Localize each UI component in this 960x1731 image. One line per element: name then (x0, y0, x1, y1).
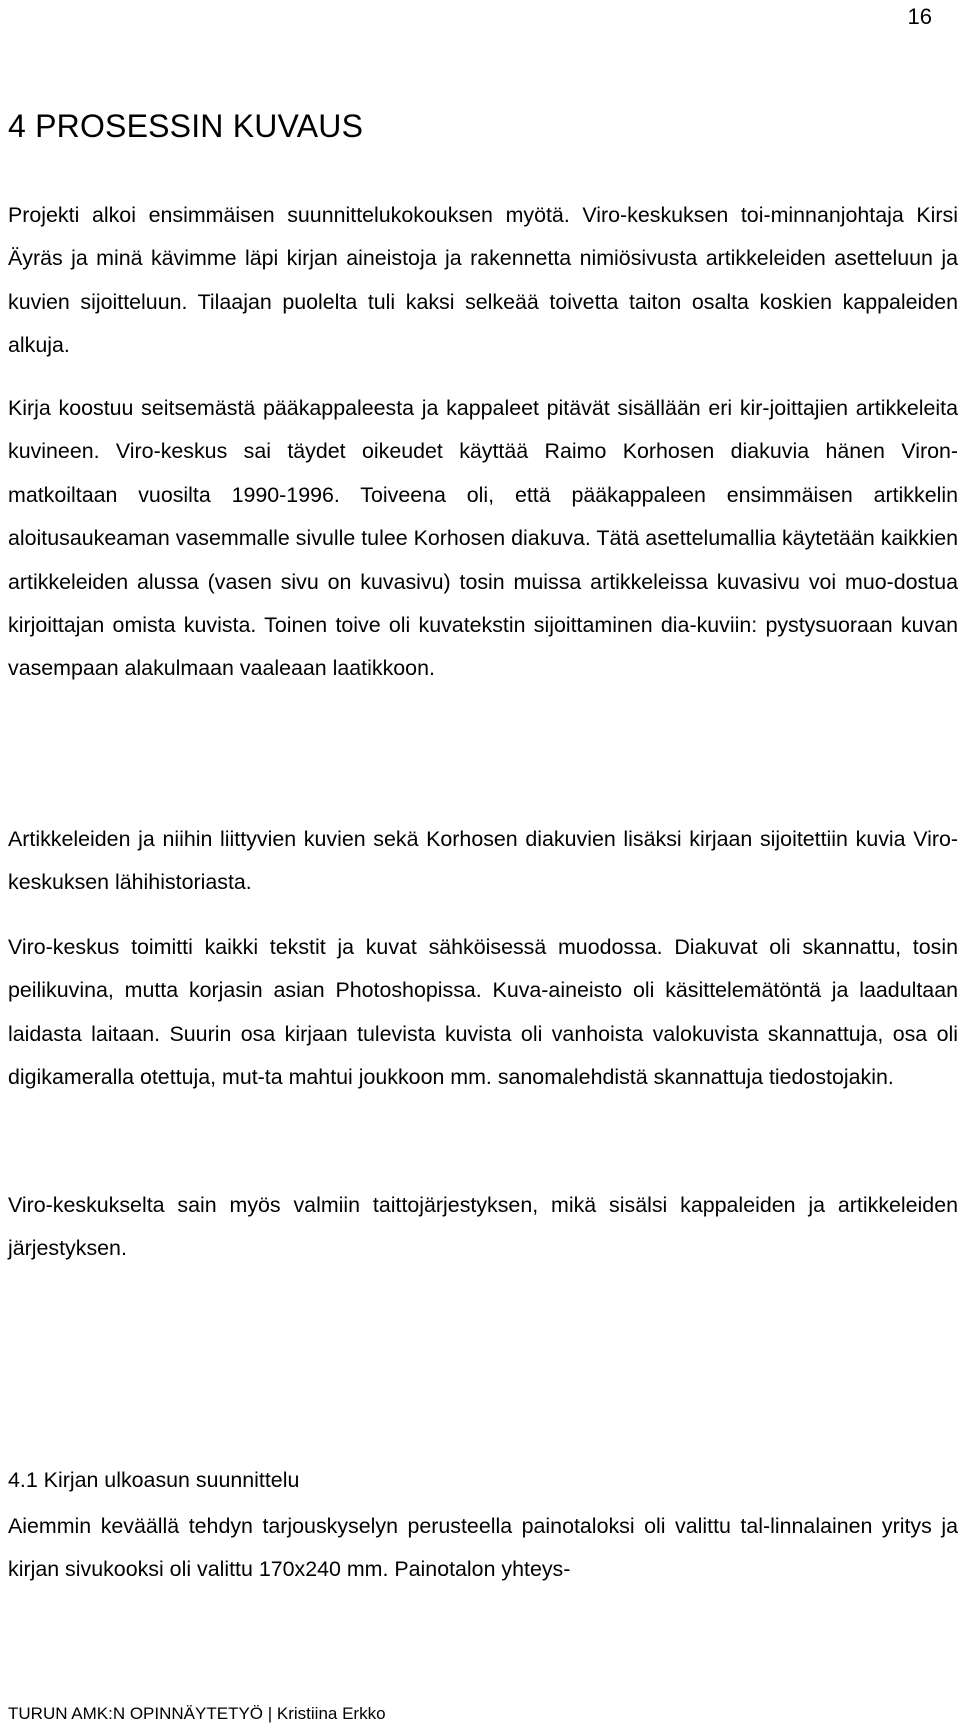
page-footer: TURUN AMK:N OPINNÄYTETYÖ | Kristiina Erkko (8, 1704, 386, 1723)
body-paragraph: Artikkeleiden ja niihin liittyvien kuvien sekä Korhosen diakuvien lisäksi kirjaan sijoitettiin kuvia Viro-keskuksen lähihistoriasta. (8, 827, 958, 895)
body-paragraph: Projekti alkoi ensimmäisen suunnittelukokouksen myötä. Viro-keskuksen toi-minnanjohtaja Kirsi Äyräs ja minä kävimme läpi kirjan aineistoja ja rakennetta nimiösivusta artikkeleiden asetteluun ja kuvien sijoitteluun. Tilaajan puolelta tuli kaksi selkeää toivetta taiton osalta koskien kappaleiden alkuja. (8, 203, 958, 358)
section-heading: 4.1 Kirjan ulkoasun suunnittelu (8, 1468, 300, 1492)
body-paragraph: Viro-keskukselta sain myös valmiin taittojärjestyksen, mikä sisälsi kappaleiden ja artikkeleiden järjestyksen. (8, 1193, 958, 1261)
body-paragraph: Kirja koostuu seitsemästä pääkappaleesta ja kappaleet pitävät sisällään eri kir-joittajien artikkeleita kuvineen. Viro-keskus sai täydet oikeudet käyttää Raimo Korhosen diakuvia hänen Viron-matkoiltaan vuosilta 1990-1996. Toiveena oli, että pääkappaleen ensimmäisen artikkelin aloitusaukeaman vasemmalle sivulle tulee Korhosen diakuva. Tätä asettelumallia käytetään kaikkien artikkeleiden alussa (vasen sivu on kuvasivu) tosin muissa artikkeleissa kuvasivu voi muo-dostua kirjoittajan omista kuvista. Toinen toive oli kuvatekstin sijoittaminen dia-kuviin: pystysuoraan kuvan vasempaan alakulmaan vaaleaan laatikkoon. (8, 396, 958, 681)
page-number: 16 (907, 4, 932, 29)
body-paragraph: Viro-keskus toimitti kaikki tekstit ja kuvat sähköisessä muodossa. Diakuvat oli skannattu, tosin peilikuvina, mutta korjasin asian Photoshopissa. Kuva-aineisto oli käsittelemätöntä ja laadultaan laidasta laitaan. Suurin osa kirjaan tulevista kuvista oli vanhoista valokuvista skannattuja, osa oli digikameralla otettuja, mut-ta mahtui joukkoon mm. sanomalehdistä skannattuja tiedostojakin. (8, 935, 958, 1090)
chapter-heading: 4 PROSESSIN KUVAUS (8, 108, 364, 144)
body-paragraph: Aiemmin keväällä tehdyn tarjouskyselyn perusteella painotaloksi oli valittu tal-linnalainen yritys ja kirjan sivukooksi oli valittu 170x240 mm. Painotalon yhteys- (8, 1514, 958, 1582)
